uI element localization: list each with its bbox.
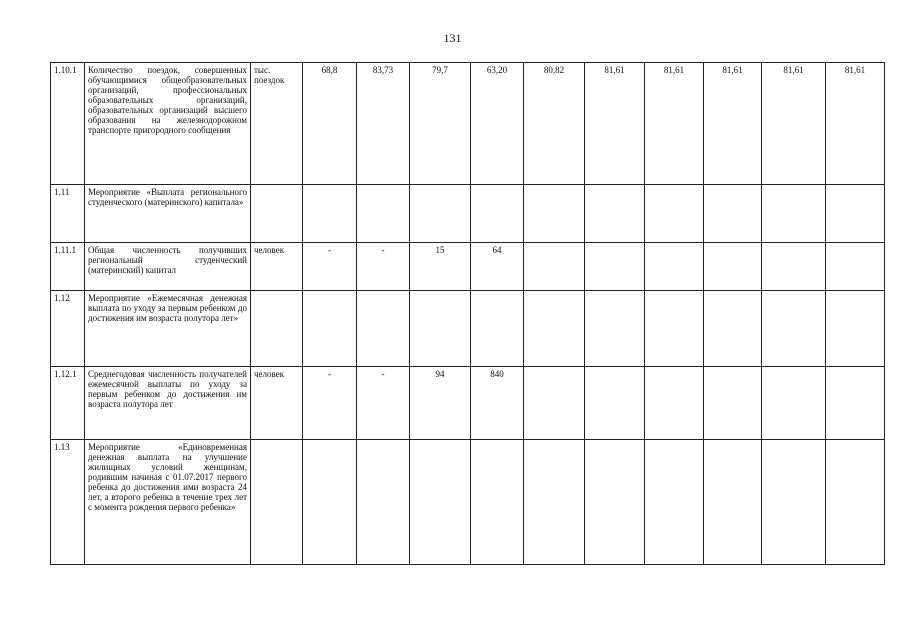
value-cell: 81,61 [826, 63, 885, 185]
table-row [51, 63, 885, 185]
table-row [51, 243, 885, 291]
value-cell [303, 291, 357, 367]
value-cell [645, 440, 704, 565]
value-cell [303, 440, 357, 565]
row-number: 1.10.1 [51, 63, 85, 185]
value-cell [762, 185, 826, 243]
value-cell [524, 243, 585, 291]
row-number: 1.11.1 [51, 243, 85, 291]
value-cell [471, 440, 524, 565]
value-cell [645, 185, 704, 243]
value-cell [357, 291, 410, 367]
value-cell [524, 291, 585, 367]
value-cell [585, 185, 645, 243]
value-cell [826, 185, 885, 243]
value-cell: - [357, 367, 410, 440]
value-cell [645, 243, 704, 291]
value-cell [704, 185, 762, 243]
row-unit [251, 440, 303, 565]
row-unit [251, 291, 303, 367]
value-cell: 81,61 [704, 63, 762, 185]
value-cell [303, 185, 357, 243]
row-description: Мероприятие «Выплата регионального студенческого (материнского) капитала» [85, 185, 251, 243]
value-cell: 840 [471, 367, 524, 440]
value-cell [762, 440, 826, 565]
table-body [51, 63, 885, 565]
value-cell: - [357, 243, 410, 291]
value-cell [704, 243, 762, 291]
value-cell: 83,73 [357, 63, 410, 185]
value-cell [410, 440, 471, 565]
value-cell [471, 185, 524, 243]
value-cell: 64 [471, 243, 524, 291]
table-row [51, 185, 885, 243]
row-description: Мероприятие «Ежемесячная денежная выплата по уходу за первым ребенком до достижения им возраста полутора лет» [85, 291, 251, 367]
value-cell: 15 [410, 243, 471, 291]
value-cell [524, 185, 585, 243]
row-number: 1.13 [51, 440, 85, 565]
page-number: 131 [443, 31, 462, 45]
value-cell [524, 440, 585, 565]
value-cell [826, 440, 885, 565]
row-description: Количество поездок, совершенных обучающимися общеобразовательных организаций, профессиональных образовательных организаций, образовательных организаций высшего образования на железнодорожном транспорте пригородного сообщения [85, 63, 251, 185]
indicator-table [50, 62, 885, 565]
value-cell: 63,20 [471, 63, 524, 185]
row-unit: тыс. поездок [251, 63, 303, 185]
value-cell [585, 440, 645, 565]
value-cell [645, 367, 704, 440]
value-cell [826, 291, 885, 367]
row-description: Общая численность получивших региональный студенческий (материнский) капитал [85, 243, 251, 291]
value-cell [471, 291, 524, 367]
row-unit: человек [251, 367, 303, 440]
value-cell [826, 243, 885, 291]
value-cell: 81,61 [585, 63, 645, 185]
value-cell: 80,82 [524, 63, 585, 185]
row-unit [251, 185, 303, 243]
value-cell [357, 440, 410, 565]
value-cell [410, 291, 471, 367]
value-cell [704, 367, 762, 440]
value-cell [410, 185, 471, 243]
value-cell [762, 243, 826, 291]
row-description: Мероприятие «Единовременная денежная выплата на улучшение жилищных условий женщинам, родившим начиная с 01.07.2017 первого ребенка до достижения ими возраста 24 лет, а второго ребенка в течение трех лет с момента рождения первого ребенка» [85, 440, 251, 565]
value-cell [645, 291, 704, 367]
value-cell [585, 243, 645, 291]
value-cell [762, 291, 826, 367]
table-row [51, 291, 885, 367]
value-cell: 79,7 [410, 63, 471, 185]
value-cell: 94 [410, 367, 471, 440]
row-description: Среднегодовая численность получателей ежемесячной выплаты по уходу за первым ребенком до достижения им возраста полутора лет [85, 367, 251, 440]
row-number: 1.11 [51, 185, 85, 243]
value-cell [704, 291, 762, 367]
value-cell: 81,61 [762, 63, 826, 185]
row-number: 1.12 [51, 291, 85, 367]
row-number: 1.12.1 [51, 367, 85, 440]
value-cell: - [303, 367, 357, 440]
value-cell [524, 367, 585, 440]
value-cell: - [303, 243, 357, 291]
table-row [51, 367, 885, 440]
value-cell [585, 367, 645, 440]
row-unit: человек [251, 243, 303, 291]
value-cell [704, 440, 762, 565]
table-row [51, 440, 885, 565]
value-cell [826, 367, 885, 440]
value-cell [357, 185, 410, 243]
value-cell [585, 291, 645, 367]
value-cell: 81,61 [645, 63, 704, 185]
value-cell: 68,8 [303, 63, 357, 185]
value-cell [762, 367, 826, 440]
